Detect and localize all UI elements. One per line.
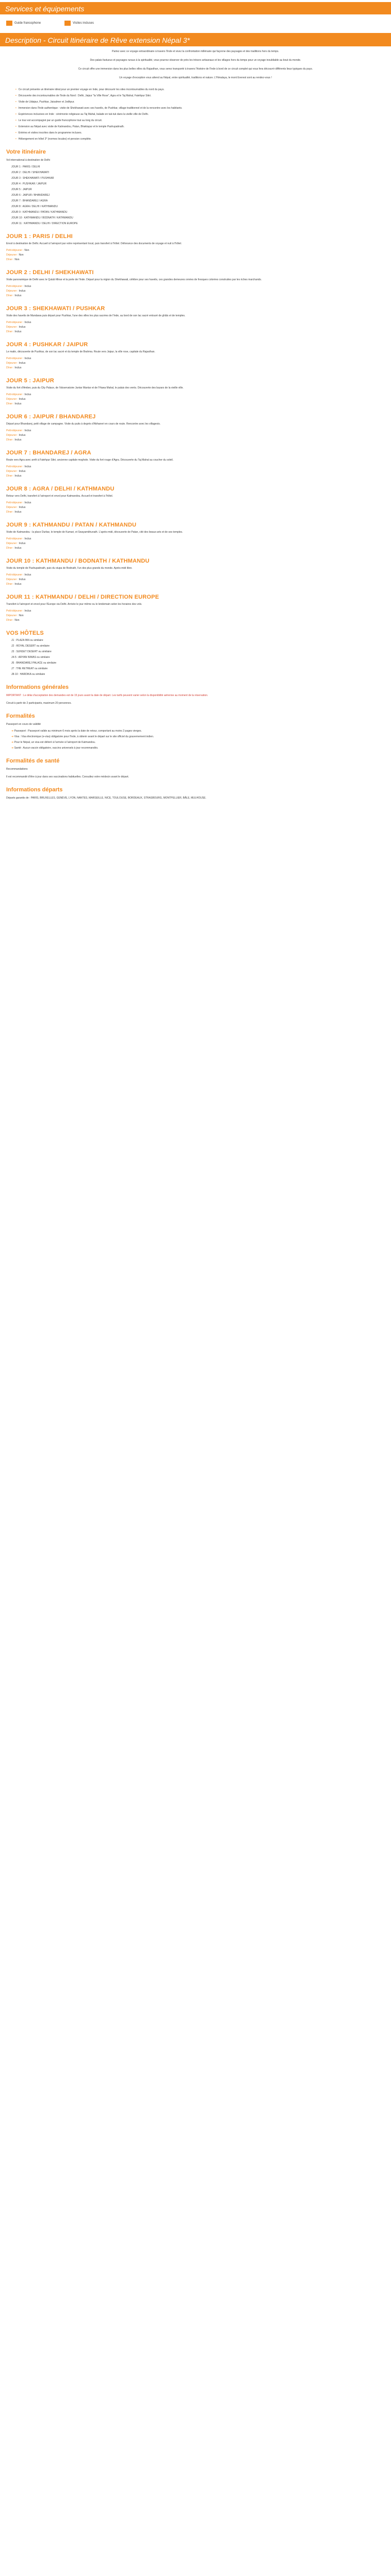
day-meals: Petit-déjeuner : Inclus Déjeuner : Inclus Dîner : Inclus xyxy=(6,393,31,405)
day-5 xyxy=(0,378,391,406)
hotel-item: J7 : THE RETREAT ou similaire xyxy=(11,667,48,670)
formality-item: ➔ Visa : Visa électronique (e-visa) obligatoire pour l'Inde, à obtenir avant le départ sur le site officiel du gouvernement indien. xyxy=(11,735,154,738)
day-text: Retour vers Delhi, transfert à l'aéroport et envol pour Katmandou. Accueil et transfert à l'hôtel. xyxy=(6,495,113,498)
day-title: JOUR 5 : JAIPUR xyxy=(6,378,54,384)
formality-item: ➔ Santé : Aucun vaccin obligatoire, vaccins universels à jour recommandés. xyxy=(11,747,99,750)
bullet-icon: • xyxy=(15,131,17,134)
day-title: JOUR 11 : KATHMANDU / DELHI / DIRECTION EUROPE xyxy=(6,594,159,600)
hotel-item: J3 : SUNSET DESERT ou similaire xyxy=(11,650,52,653)
day-title: JOUR 4 : PUSHKAR / JAIPUR xyxy=(6,342,88,348)
day-title: JOUR 2 : DELHI / SHEKHAWATI xyxy=(6,269,94,276)
hotel-item: J4-5 : ARYAN NIWAS ou similaire xyxy=(11,656,50,659)
badge-guide xyxy=(6,19,41,28)
day-4 xyxy=(0,342,391,370)
important-warning: IMPORTANT : Le délai d'acceptation des demandes est de 15 jours avant la date de départ. Les tarifs peuvent varier selon la disponibilité aérienne au moment de la réservation. xyxy=(6,694,208,697)
day-text: Visite du fort d'Amber, puis du City Palace, de l'observatoire Jantar Mantar et de l'Hawa Mahal, le palais des vents. Découverte des bazars de la vieille ville. xyxy=(6,386,184,389)
intro-p2: Des palais fastueux et paysages ruraux à la spiritualité, vous pourrez observer de près les trésors artisanaux et les villages hors du temps pour un voyage inoubliable au bout du monde. xyxy=(90,59,301,62)
contact-title: Informations départs xyxy=(6,787,63,793)
day-meals: Petit-déjeuner : Inclus Déjeuner : Inclus Dîner : Inclus xyxy=(6,573,31,586)
arrow-right-icon: ➔ xyxy=(11,741,14,744)
services-title: Services et équipements xyxy=(5,5,85,13)
day-text: Route vers Agra avec arrêt à Fatehpur Sikri, ancienne capitale moghole. Visite du fort rouge d'Agra. Découverte du Taj Mahal au coucher du soleil. xyxy=(6,459,174,462)
day-text: Transfert à l'aéroport et envol pour l'Europe via Delhi. Arrivée le jour même ou le lendemain selon les horaires des vols. xyxy=(6,603,142,606)
day-1 xyxy=(0,233,391,262)
day-11 xyxy=(0,594,391,623)
service-badges xyxy=(0,14,391,32)
day-meals: Petit-déjeuner : Inclus Déjeuner : Inclus Dîner : Inclus xyxy=(6,501,31,514)
arrow-right-icon: ➔ xyxy=(11,735,14,738)
hotel-list xyxy=(0,638,391,677)
bullet-icon: • xyxy=(15,138,17,141)
day-text: Envol à destination de Delhi. Accueil à l'aéroport par votre représentant local, puis transfert à l'hôtel. Délivrance des documents de voyage et nuit à l'hôtel. xyxy=(6,242,182,245)
footer-spacer xyxy=(0,804,391,819)
contact-text: Départs garantis de : PARIS, BRUXELLES, GENÈVE, LYON, NANTES, MARSEILLE, NICE, TOULOUSE, BORDEAUX, STRASBOURG, MONTPELLIER, BÂLE, MULHOUSE. xyxy=(6,796,206,800)
summary-item: JOUR 7 : BHANDAREJ / AGRA xyxy=(11,199,48,202)
formality-item: ➔ Pour le Népal, un visa est délivré à l'arrivée à l'aéroport de Katmandou. xyxy=(11,741,96,744)
description-title-bar xyxy=(0,33,391,46)
highlight-item: • Expériences inclusives en Inde : cérémonie religieuse au Taj Mahal, balade en tuk-tuk dans la vieille ville de Delhi. xyxy=(15,113,149,116)
highlight-item: • Visite de Udaipur, Pushkar, Jaisalmer et Jodhpur. xyxy=(15,100,75,104)
hotel-item: J2 : ROYAL DESERT ou similaire xyxy=(11,645,50,648)
bullet-icon: • xyxy=(15,94,17,97)
day-10 xyxy=(0,558,391,587)
highlight-item: • Hébergement en hôtel 3* (normes locales) et pension complète. xyxy=(15,138,92,141)
day-text: Départ pour Bhandarej, petit village de campagne. Visite du puits à degrés d'Abhaneri en cours de route. Rencontre avec les villageois. xyxy=(6,422,161,426)
summary-item: JOUR 6 : JAIPUR / BHANDAREJ xyxy=(11,194,50,197)
hotels-title: VOS HÔTELS xyxy=(6,630,44,636)
bullet-icon: • xyxy=(15,119,17,122)
intro-p1: Partez avec ce voyage extraordinaire à travers l'Inde et vivez la confrontation millénaire qui façonne des paysages et des traditions hors du temps. xyxy=(112,50,279,53)
description-title: Description - Circuit Itinéraire de Rêve extension Népal 3* xyxy=(5,36,190,44)
summary-item: JOUR 8 : AGRA / DELHI / KATHMANDU xyxy=(11,205,58,208)
formalities-list xyxy=(0,729,391,751)
day-text: Visite des havelis de Mandawa puis départ pour Pushkar, l'une des villes les plus sacrées de l'Inde, au bord de son lac sacré entouré de ghâts et de temples. xyxy=(6,314,186,317)
bullet-icon: • xyxy=(15,107,17,110)
day-meals: Petit-déjeuner : Non Déjeuner : Non Dîner : Non xyxy=(6,249,29,261)
highlight-item: • Extension au Népal avec visite de Katmandou, Patan, Bhaktapur et le temple Pashupatinath. xyxy=(15,125,125,128)
itinerary-summary-label: Vol international à destination de Delhi xyxy=(6,159,51,162)
summary-item: JOUR 3 : SHEKHAWATI / PUSHKAR xyxy=(11,177,54,180)
intro xyxy=(0,46,391,88)
formalities-title: Formalités xyxy=(6,713,35,719)
important-note: Circuit à partir de 2 participants, maximum 20 personnes. xyxy=(6,702,72,705)
day-8 xyxy=(0,486,391,515)
highlight-item: • Découverte des incontournables de l'Inde du Nord : Delhi, Jaipur "la Ville Rose", Agra et le Taj Mahal, Fatehpur Sikri. xyxy=(15,94,152,97)
day-title: JOUR 6 : JAIPUR / BHANDAREJ xyxy=(6,414,96,420)
health-title: Formalités de santé xyxy=(6,758,60,764)
day-text: Visite panoramique de Delhi avec le Qutub Minar et la porte de l'Inde. Départ pour la région du Shekhawati, célèbre pour ses havelis, ces grandes demeures ornées de fresques colorées construites par les riches marchands. xyxy=(6,278,262,281)
day-title: JOUR 9 : KATHMANDU / PATAN / KATHMANDU xyxy=(6,522,137,528)
formality-item: ➔ Passeport : Passeport valide au minimum 6 mois après la date de retour, comportant au moins 2 pages vierges. xyxy=(11,730,142,733)
intro-p4: Un voyage d'exception vous attend au Népal, entre spiritualité, traditions et nature. L'Himalaya, le mont Everest sont au rendez-vous ! xyxy=(119,76,272,79)
day-meals: Petit-déjeuner : Inclus Déjeuner : Non Dîner : Non xyxy=(6,609,31,622)
summary-item: JOUR 11 : KATHMANDU / DELHI / DIRECTION EUROPE xyxy=(11,222,78,225)
formalities-label: Passeport en cours de validité xyxy=(6,723,41,726)
highlight-item: • Ce circuit présente un itinéraire idéal pour un premier voyage en Inde, pour découvrir les sites incontournables du nord du pays. xyxy=(15,88,165,91)
bullet-icon: • xyxy=(15,113,17,116)
hotel-item: J8-10 : HARDIKA ou similaire xyxy=(11,673,45,676)
summary-item: JOUR 9 : KATHMANDU / PATAN / KATHMANDU xyxy=(11,211,68,214)
day-meals: Petit-déjeuner : Inclus Déjeuner : Inclus Dîner : Inclus xyxy=(6,321,31,333)
day-7 xyxy=(0,450,391,479)
day-title: JOUR 10 : KATHMANDU / BODNATH / KATHMANDU xyxy=(6,558,150,564)
summary-item: JOUR 10 : KATHMANDU / BODNATH / KATHMANDU xyxy=(11,216,73,219)
health-text: Il est recommandé d'être à jour dans ses vaccinations habituelles. Consultez votre médecin avant le départ. xyxy=(6,775,129,778)
day-2 xyxy=(0,269,391,298)
page xyxy=(0,0,391,819)
highlights xyxy=(0,88,391,142)
day-6 xyxy=(0,414,391,443)
intro-p3: Ce circuit offre une immersion dans les plus belles villes du Rajasthan, vous serez transporté à travers l'histoire de l'Inde à bord de ce circuit complet qui vous fera découvrir différents lieux typiques du pays. xyxy=(78,67,313,71)
hotel-item: J1 : PLAZA INN ou similaire xyxy=(11,639,43,642)
day-title: JOUR 8 : AGRA / DELHI / KATHMANDU xyxy=(6,486,115,492)
day-meals: Petit-déjeuner : Inclus Déjeuner : Inclus Dîner : Inclus xyxy=(6,465,31,478)
guide-icon xyxy=(6,21,12,26)
summary-item: JOUR 2 : DELHI / SHEKHAWATI xyxy=(11,171,50,174)
bullet-icon: • xyxy=(15,88,17,91)
day-text: Le matin, découverte de Pushkar, de son lac sacré et du temple de Brahma. Route vers Jaipur, la ville rose, capitale du Rajasthan. xyxy=(6,350,155,353)
summary-item: JOUR 5 : JAIPUR xyxy=(11,188,32,191)
day-title: JOUR 3 : SHEKHAWATI / PUSHKAR xyxy=(6,306,105,312)
day-text: Visite de Katmandou : la place Durbar, le temple de Kumari, et Swayambhunath. L'après-midi, découverte de Patan, cité des beaux-arts et de ses temples. xyxy=(6,531,183,534)
badge-visits xyxy=(64,19,94,28)
itinerary-summary xyxy=(0,165,391,226)
day-title: JOUR 1 : PARIS / DELHI xyxy=(6,233,73,240)
visits-icon xyxy=(64,21,71,26)
services-title-bar xyxy=(0,2,391,14)
day-9 xyxy=(0,522,391,551)
day-meals: Petit-déjeuner : Inclus Déjeuner : Inclus Dîner : Inclus xyxy=(6,537,31,550)
highlight-item: • Entrées et visites inscrites dans le programme incluses. xyxy=(15,131,82,134)
day-title: JOUR 7 : BHANDAREJ / AGRA xyxy=(6,450,91,456)
bullet-icon: • xyxy=(15,100,17,104)
important-title: Informations générales xyxy=(6,684,69,690)
summary-item: JOUR 1 : PARIS / DELHI xyxy=(11,165,40,168)
day-3 xyxy=(0,306,391,334)
hotel-item: J6 : BHANDAREJ PALACE ou similaire xyxy=(11,662,57,665)
day-meals: Petit-déjeuner : Inclus Déjeuner : Inclus Dîner : Inclus xyxy=(6,357,31,369)
summary-item: JOUR 4 : PUSHKAR / JAIPUR xyxy=(11,182,47,185)
highlight-item: • Le tour est accompagné par un guide francophone tout au long du circuit. xyxy=(15,119,103,122)
arrow-right-icon: ➔ xyxy=(11,730,14,733)
badge-visits-label: Visites incluses xyxy=(73,22,94,25)
arrow-right-icon: ➔ xyxy=(11,747,14,750)
badge-guide-label: Guide francophone xyxy=(14,22,41,25)
bullet-icon: • xyxy=(15,125,17,128)
day-text: Visite du temple de Pashupatinath, puis du stupa de Bodnath, l'un des plus grands du monde. Après-midi libre. xyxy=(6,567,133,570)
day-meals: Petit-déjeuner : Inclus Déjeuner : Inclus Dîner : Inclus xyxy=(6,429,31,442)
health-label: Recommandations xyxy=(6,768,28,771)
day-meals: Petit-déjeuner : Inclus Déjeuner : Inclus Dîner : Inclus xyxy=(6,285,31,297)
itinerary-title: Votre itinéraire xyxy=(6,149,46,155)
highlight-item: • Immersion dans l'Inde authentique : visite de Shekhawati avec ses havelis, de Pushkar, village traditionnel et de la rencontre avec les habitants. xyxy=(15,107,183,110)
